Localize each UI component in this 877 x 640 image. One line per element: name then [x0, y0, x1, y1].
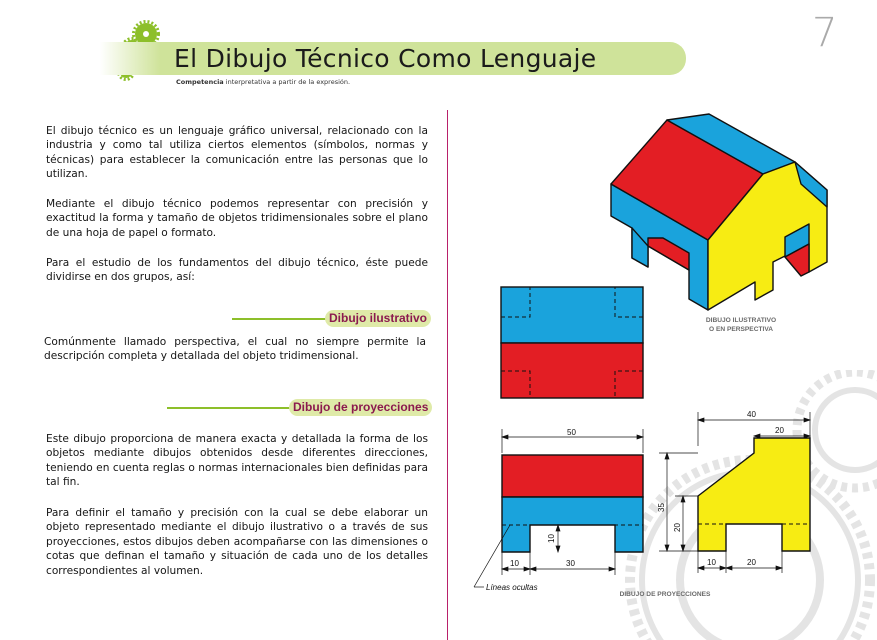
- section-divider-line: [167, 407, 295, 409]
- dimension-front-gap: 30: [566, 559, 575, 568]
- perspective-caption-2: O EN PERSPECTIVA: [709, 326, 773, 333]
- projections-paragraph-2: Para definir el tamaño y precisión con la cual se debe elaborar un objeto representado mediante el dibujo ilustrativo o a través de sus proyecciones, estos dibujos deben acompañarse con las dimensiones o cotas que definan el tamaño y situación de cada uno de los detalles correspondientes al volumen.: [46, 507, 428, 577]
- dimension-front-height: 10: [547, 534, 556, 543]
- dimension-side-width: 40: [747, 410, 756, 419]
- front-view-drawing: [470, 425, 650, 597]
- page-number: 7: [812, 10, 838, 56]
- dimension-side-top: 20: [775, 426, 784, 435]
- column-divider: [447, 110, 448, 640]
- perspective-house-drawing: [605, 112, 830, 312]
- top-view-drawing: [500, 286, 646, 400]
- hidden-lines-label: Líneas ocultas: [486, 583, 538, 592]
- page-title: El Dibujo Técnico Como Lenguaje: [174, 44, 597, 73]
- perspective-caption-1: DIBUJO ILUSTRATIVO: [705, 317, 777, 324]
- dimension-side-right: 20: [747, 558, 756, 567]
- projections-paragraph-1: Este dibujo proporciona de manera exacta y detallada la forma de los objetos mediante dibujos obtenidos desde diferentes direcciones, teniendo en cuenta reglas o normas internacionales bien definidas para tal fin.: [46, 433, 428, 489]
- dimension-front-left: 10: [510, 559, 519, 568]
- side-view-drawing: [655, 408, 825, 578]
- dimension-front-width: 50: [567, 428, 576, 437]
- dimension-side-total-height: 35: [657, 503, 666, 512]
- illustrative-paragraph: Comúnmente llamado perspectiva, el cual no siempre permite la descripción completa y detallada del objeto tridimensional.: [44, 336, 426, 363]
- intro-paragraph-2: Mediante el dibujo técnico podemos representar con precisión y exactitud la forma y tamaño de objetos tridimensionales sobre el plano de una hoja de papel o formato.: [46, 198, 428, 239]
- dimension-side-left: 10: [707, 558, 716, 567]
- competency-note: [176, 78, 350, 86]
- section-divider-line: [232, 318, 332, 320]
- competency-label: Competencia: [176, 78, 224, 86]
- intro-paragraph-3: Para el estudio de los fundamentos del dibujo técnico, éste puede dividirse en dos grupos, así:: [46, 257, 428, 284]
- section-heading-illustrative: Dibujo ilustrativo: [325, 310, 431, 327]
- projections-caption: DIBUJO DE PROYECCIONES: [619, 591, 711, 598]
- side-view-yellow: [698, 438, 810, 551]
- intro-paragraph-1: El dibujo técnico es un lenguaje gráfico universal, relacionado con la industria y como tal utiliza ciertos elementos (símbolos, normas y técnicas) para establecer la comunicación entre las personas que lo utilizan.: [46, 125, 428, 181]
- section-heading-projections: Dibujo de proyecciones: [289, 399, 432, 416]
- front-view-red: [502, 455, 643, 497]
- dimension-side-height: 20: [673, 523, 682, 532]
- top-view-blue: [501, 287, 643, 343]
- competency-text: interpretativa a partir de la expresión.: [225, 78, 351, 86]
